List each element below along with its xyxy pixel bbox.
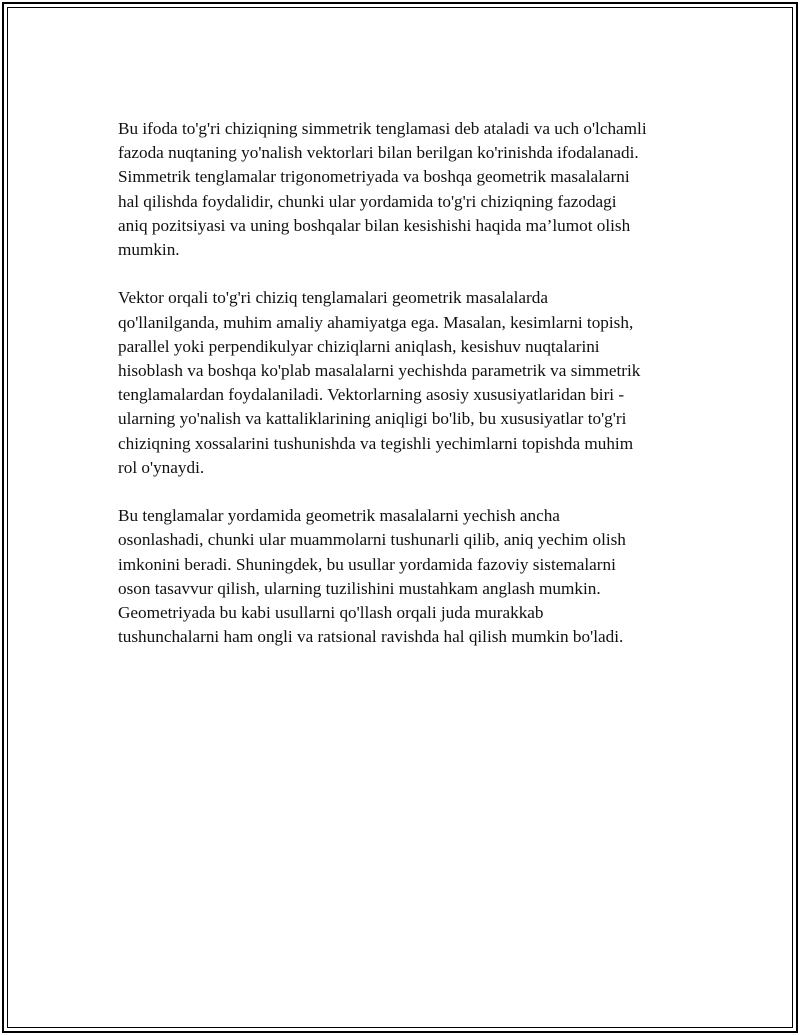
text-line: mumkin. bbox=[118, 240, 180, 260]
text-line: Simmetrik tenglamalar trigonometriyada va boshqa geometrik masalalarni bbox=[118, 167, 630, 187]
text-line: hal qilishda foydalidir, chunki ular yordamida to'g'ri chiziqning fazodagi bbox=[118, 191, 617, 211]
text-line: parallel yoki perpendikulyar chiziqlarni aniqlash, kesishuv nuqtalarini bbox=[118, 336, 600, 356]
text-line: Geometriyada bu kabi usullarni qo'llash orqali juda murakkab bbox=[118, 603, 544, 623]
text-line: Bu ifoda to'g'ri chiziqning simmetrik tenglamasi deb ataladi va uch o'lchamli bbox=[118, 119, 647, 138]
text-line: tushunchalarni ham ongli va ratsional ravishda hal qilish mumkin bo'ladi. bbox=[118, 627, 624, 647]
text-line: osonlashadi, chunki ular muammolarni tushunarli qilib, aniq yechim olish bbox=[118, 530, 626, 550]
text-line: Vektor orqali to'g'ri chiziq tenglamalari geometrik masalalarda bbox=[118, 288, 548, 308]
text-line: oson tasavvur qilish, ularning tuzilishini mustahkam anglash mumkin. bbox=[118, 578, 601, 598]
text-line: aniq pozitsiyasi va uning boshqalar bilan kesishishi haqida ma’lumot olish bbox=[118, 215, 631, 235]
text-line: Bu tenglamalar yordamida geometrik masalalarni yechish ancha bbox=[118, 506, 560, 526]
paragraph-2 bbox=[118, 286, 698, 480]
text-line: tenglamalardan foydalaniladi. Vektorlarning asosiy xususiyatlaridan biri - bbox=[118, 385, 625, 405]
text-line: fazoda nuqtaning yo'nalish vektorlari bilan berilgan ko'rinishda ifodalanadi. bbox=[118, 143, 639, 163]
text-line: hisoblash va boshqa ko'plab masalalarni yechishda parametrik va simmetrik bbox=[118, 361, 641, 381]
text-line: chiziqning xossalarini tushunishda va tegishli yechimlarni topishda muhim bbox=[118, 433, 634, 453]
document-body bbox=[118, 117, 698, 674]
paragraph-1 bbox=[118, 117, 698, 262]
text-line: ularning yo'nalish va kattaliklarining aniqligi bo'lib, bu xususiyatlar to'g'ri bbox=[118, 409, 627, 429]
text-line: imkonini beradi. Shuningdek, bu usullar yordamida fazoviy sistemalarni bbox=[118, 554, 616, 574]
paragraph-3 bbox=[118, 504, 698, 649]
text-line: qo'llanilganda, muhim amaliy ahamiyatga ega. Masalan, kesimlarni topish, bbox=[118, 312, 634, 332]
text-line: rol o'ynaydi. bbox=[118, 457, 205, 477]
